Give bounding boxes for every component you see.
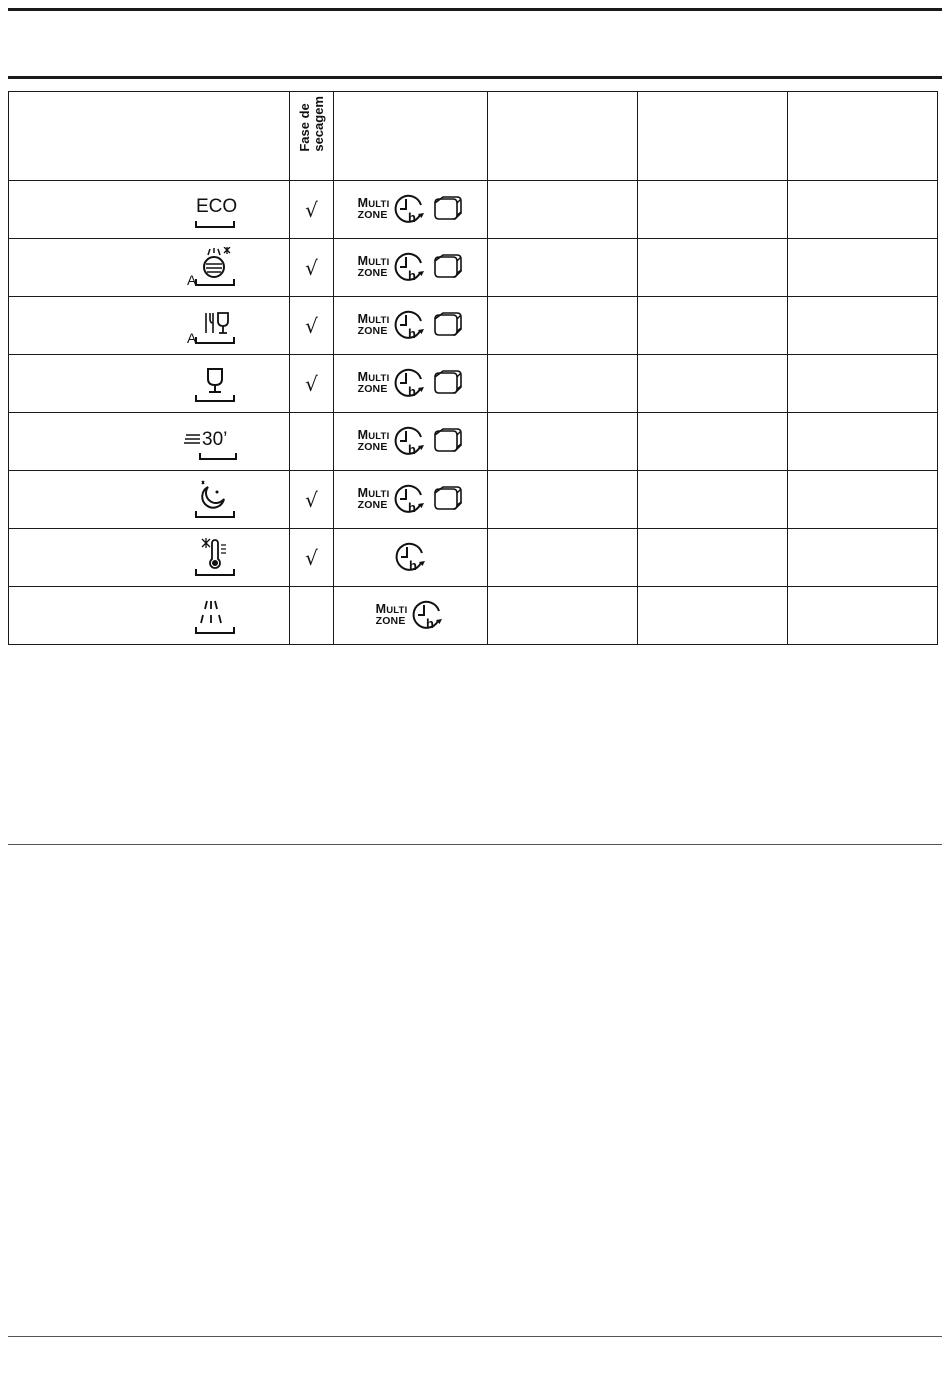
table-row — [9, 239, 938, 297]
delay-start-icon — [393, 367, 427, 401]
table-row — [9, 529, 938, 587]
auto-intensive-program-icon — [184, 247, 244, 289]
drying-phase-cell — [290, 529, 334, 587]
empty-cell-6 — [788, 413, 938, 471]
empty-cell-5 — [638, 413, 788, 471]
night-program-icon — [184, 479, 244, 521]
empty-cell-4 — [488, 355, 638, 413]
svg-text:h: h — [408, 325, 417, 341]
multizone-label-cap: M — [357, 312, 369, 326]
table-row — [9, 587, 938, 645]
header-program — [9, 92, 290, 181]
svg-text:h: h — [408, 383, 417, 399]
program-icon-text: ECO — [196, 196, 238, 217]
empty-cell-4 — [488, 413, 638, 471]
empty-cell-5 — [638, 297, 788, 355]
svg-text:h: h — [408, 267, 417, 283]
header-drying-phase — [290, 92, 334, 181]
multizone-label-rest: ULTI — [368, 489, 390, 500]
drying-phase-cell — [290, 413, 334, 471]
program-cell — [9, 355, 290, 413]
multizone-label-zone: ZONE — [375, 615, 406, 627]
check-mark-icon: √ — [305, 255, 318, 280]
empty-cell-6 — [788, 529, 938, 587]
multizone-label-rest: ULTI — [368, 257, 390, 268]
empty-cell-6 — [788, 297, 938, 355]
options-cell — [334, 587, 488, 645]
table-row — [9, 355, 938, 413]
table-row — [9, 471, 938, 529]
svg-text:h: h — [408, 499, 417, 515]
multizone-label — [358, 430, 390, 453]
glass-program-icon — [184, 363, 244, 405]
delay-start-icon — [393, 425, 427, 459]
empty-cell-6 — [788, 471, 938, 529]
empty-cell-4 — [488, 471, 638, 529]
drying-phase-cell — [290, 355, 334, 413]
multizone-label-zone: ZONE — [357, 325, 388, 337]
program-icon-text: A — [187, 272, 197, 288]
program-cell — [9, 471, 290, 529]
delay-start-icon — [394, 541, 428, 575]
tablet-icon — [431, 427, 463, 457]
hygiene-program-icon — [184, 537, 244, 579]
table-row — [9, 413, 938, 471]
eco-program-icon — [184, 189, 244, 231]
tablet-icon — [431, 369, 463, 399]
check-mark-icon: √ — [305, 197, 318, 222]
options-cell — [334, 181, 488, 239]
top-rule — [8, 8, 942, 11]
svg-text:h: h — [408, 209, 417, 225]
multizone-label-zone: ZONE — [357, 383, 388, 395]
multizone-label-cap: M — [357, 196, 369, 210]
empty-cell-5 — [638, 529, 788, 587]
multizone-label — [358, 198, 390, 221]
drying-phase-cell — [290, 471, 334, 529]
multizone-label — [358, 372, 390, 395]
check-mark-icon: √ — [305, 313, 318, 338]
multizone-label-cap: M — [375, 602, 387, 616]
multizone-label-cap: M — [357, 370, 369, 384]
drying-phase-cell — [290, 297, 334, 355]
table-row — [9, 297, 938, 355]
program-cell — [9, 297, 290, 355]
empty-cell-4 — [488, 529, 638, 587]
multizone-label-zone: ZONE — [357, 499, 388, 511]
empty-cell-4 — [488, 297, 638, 355]
check-mark-icon: √ — [305, 545, 318, 570]
options-cell — [334, 471, 488, 529]
empty-cell-5 — [638, 355, 788, 413]
options-cell — [334, 239, 488, 297]
prewash-program-icon — [184, 595, 244, 637]
check-mark-icon: √ — [305, 371, 318, 396]
multizone-label-cap: M — [357, 254, 369, 268]
program-cell — [9, 529, 290, 587]
footer-rule — [8, 1336, 942, 1337]
delay-start-icon — [393, 193, 427, 227]
header-col4 — [488, 92, 638, 181]
empty-cell-6 — [788, 587, 938, 645]
empty-cell-5 — [638, 181, 788, 239]
svg-text:h: h — [426, 615, 435, 631]
empty-cell-4 — [488, 239, 638, 297]
multizone-label — [376, 604, 408, 627]
multizone-label-rest: ULTI — [368, 315, 390, 326]
table-row — [9, 181, 938, 239]
program-table — [8, 91, 938, 645]
auto-normal-program-icon — [184, 305, 244, 347]
drying-phase-cell — [290, 239, 334, 297]
multizone-label-rest: ULTI — [368, 199, 390, 210]
options-cell — [334, 413, 488, 471]
multizone-label-rest: ULTI — [368, 431, 390, 442]
table-header-row — [9, 92, 938, 181]
program-cell — [9, 181, 290, 239]
program-cell — [9, 587, 290, 645]
check-mark-icon: √ — [305, 487, 318, 512]
delay-start-icon — [393, 309, 427, 343]
empty-cell-5 — [638, 239, 788, 297]
program-cell — [9, 239, 290, 297]
header-options — [334, 92, 488, 181]
multizone-label-zone: ZONE — [357, 209, 388, 221]
multizone-label-cap: M — [357, 486, 369, 500]
program-icon-text: 30’ — [202, 429, 228, 450]
svg-text:h: h — [408, 441, 417, 457]
drying-phase-cell — [290, 181, 334, 239]
program-cell — [9, 413, 290, 471]
program-icon-text: A — [187, 330, 197, 346]
drying-header-line2: secagem — [310, 96, 326, 152]
empty-cell-6 — [788, 181, 938, 239]
empty-cell-6 — [788, 355, 938, 413]
options-cell — [334, 297, 488, 355]
multizone-label — [358, 488, 390, 511]
delay-start-icon — [411, 599, 445, 633]
multizone-label-rest: ULTI — [368, 373, 390, 384]
options-cell — [334, 355, 488, 413]
drying-header-line1: Fase de — [296, 103, 312, 152]
delay-start-icon — [393, 251, 427, 285]
empty-cell-5 — [638, 587, 788, 645]
drying-phase-cell — [290, 587, 334, 645]
delay-start-icon — [393, 483, 427, 517]
svg-text:h: h — [408, 557, 417, 573]
multizone-label-cap: M — [357, 428, 369, 442]
header-rule — [8, 76, 942, 79]
tablet-icon — [431, 253, 463, 283]
tablet-icon — [431, 485, 463, 515]
multizone-label-zone: ZONE — [357, 441, 388, 453]
empty-cell-6 — [788, 239, 938, 297]
header-col6 — [788, 92, 938, 181]
empty-cell-4 — [488, 587, 638, 645]
multizone-label — [358, 256, 390, 279]
quick-30-program-icon — [184, 421, 244, 463]
options-cell — [334, 529, 488, 587]
tablet-icon — [431, 195, 463, 225]
multizone-label — [358, 314, 390, 337]
section-divider — [8, 844, 942, 845]
tablet-icon — [431, 311, 463, 341]
multizone-label-rest: ULTI — [386, 605, 408, 616]
header-col5 — [638, 92, 788, 181]
empty-cell-5 — [638, 471, 788, 529]
empty-cell-4 — [488, 181, 638, 239]
multizone-label-zone: ZONE — [357, 267, 388, 279]
